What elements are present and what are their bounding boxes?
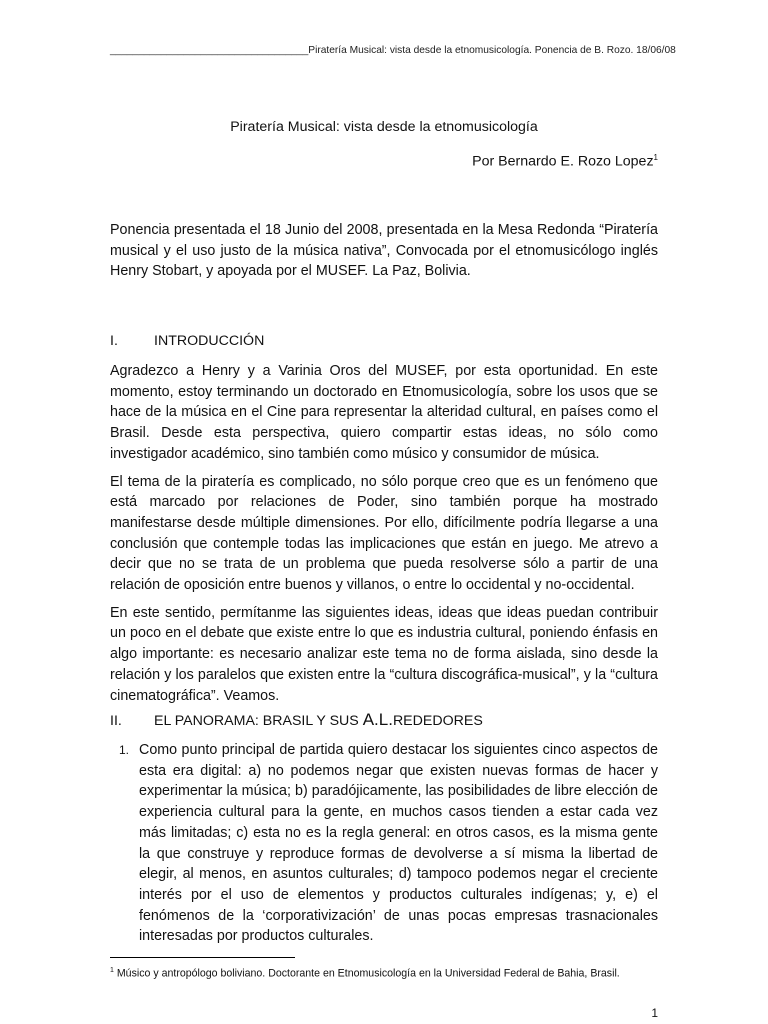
- section-heading-1: [110, 333, 264, 349]
- author-line: [472, 153, 658, 170]
- footnote-separator: [110, 957, 295, 958]
- footnote-text: Músico y antropólogo boliviano. Doctorante en Etnomusicología en la Universidad Federal de Bahia, Brasil.: [113, 967, 620, 980]
- list-item-text: Como punto principal de partida quiero destacar los siguientes cinco aspectos de esta era digital: a) no podemos negar que existen nuevas formas de hacer y experimentar la música; b) paradójicamente, las posibilidades de libre elección de experiencia cultural para la gente, en muchos casos tienden a estar cada vez más limitadas; c) esta no es la regla general: en otros casos, es la misma gente la que construye y reproduce formas de devolverse a sí misma la libertad de elegir, al menos, en asuntos culturales; d) tampoco podemos negar el creciente interés por el uso de elementos y productos culturales indígenas; y, e) el fenómenos de la ‘corporativización’ de unas pocas empresas trasnacionales interesadas por productos culturales.: [139, 742, 658, 945]
- section-title-part1: EL PANORAMA: BRASIL Y SUS: [154, 713, 363, 729]
- intro-block: [110, 220, 658, 289]
- footnote: [110, 963, 658, 982]
- intro-paragraph: Ponencia presentada el 18 Junio del 2008, presentada en la Mesa Redonda “Piratería musical y el uso justo de la música nativa”, Convocada por el etnomusicólogo inglés Henry Stobart, y apoyada por el MUSEF. La Paz, Bolivia.: [110, 222, 658, 280]
- numbered-list: [110, 740, 658, 947]
- page-number: 1: [651, 1006, 658, 1020]
- list-marker: 1.: [119, 743, 130, 757]
- running-header: ___________________________________Piratería Musical: vista desde la etnomusicología. Ponencia de B. Rozo. 18/06/08: [110, 45, 676, 56]
- section-number: I.: [110, 333, 118, 349]
- section-title: INTRODUCCIÓN: [154, 333, 265, 349]
- section-heading-2: [110, 710, 483, 730]
- author-footnote-mark: 1: [653, 153, 658, 162]
- document-title: Piratería Musical: vista desde la etnomusicología: [230, 119, 538, 135]
- paragraph: El tema de la piratería es complicado, no sólo porque creo que es un fenómeno que está marcado por relaciones de Poder, sino también porque ha mostrado manifestarse desde múltiple dimensiones. Por ello, difícilmente podría llegarse a una conclusión que contemple todas las implicaciones que están en juego. Me atrevo a decir que no se trata de un problema que pueda resolverse sólo a partir de una relación de oposición entre buenos y villanos, o entre lo occidental y no-occidental.: [110, 473, 658, 594]
- paragraph: Agradezco a Henry y a Varinia Oros del MUSEF, por esta oportunidad. En este momento, estoy terminando un doctorado en Etnomusicología, sobre los usos que se hace de la música en el Cine para representar la alteridad cultural, en países como el Brasil. Desde esta perspectiva, quiero compartir estas ideas, no sólo como investigador académico, sino también como músico y consumidor de música.: [110, 363, 658, 462]
- section-title-al: A.L.: [362, 710, 393, 729]
- list-item: [110, 740, 658, 947]
- section-title-part2: REDEDORES: [392, 713, 483, 729]
- section-1-body: [110, 361, 658, 713]
- author-name: Por Bernardo E. Rozo Lopez: [472, 153, 654, 170]
- section-number: II.: [110, 713, 122, 729]
- footnote-mark: 1: [110, 967, 114, 974]
- paragraph: En este sentido, permítanme las siguientes ideas, ideas que ideas puedan contribuir un poco en el debate que existe entre lo que es industria cultural, poniendo énfasis en algo importante: es necesario analizar este tema no de forma aislada, sino desde la relación y los paralelos que existen entre la “cultura discográfica-musical”, y la “cultura cinematográfica”. Veamos.: [110, 604, 658, 704]
